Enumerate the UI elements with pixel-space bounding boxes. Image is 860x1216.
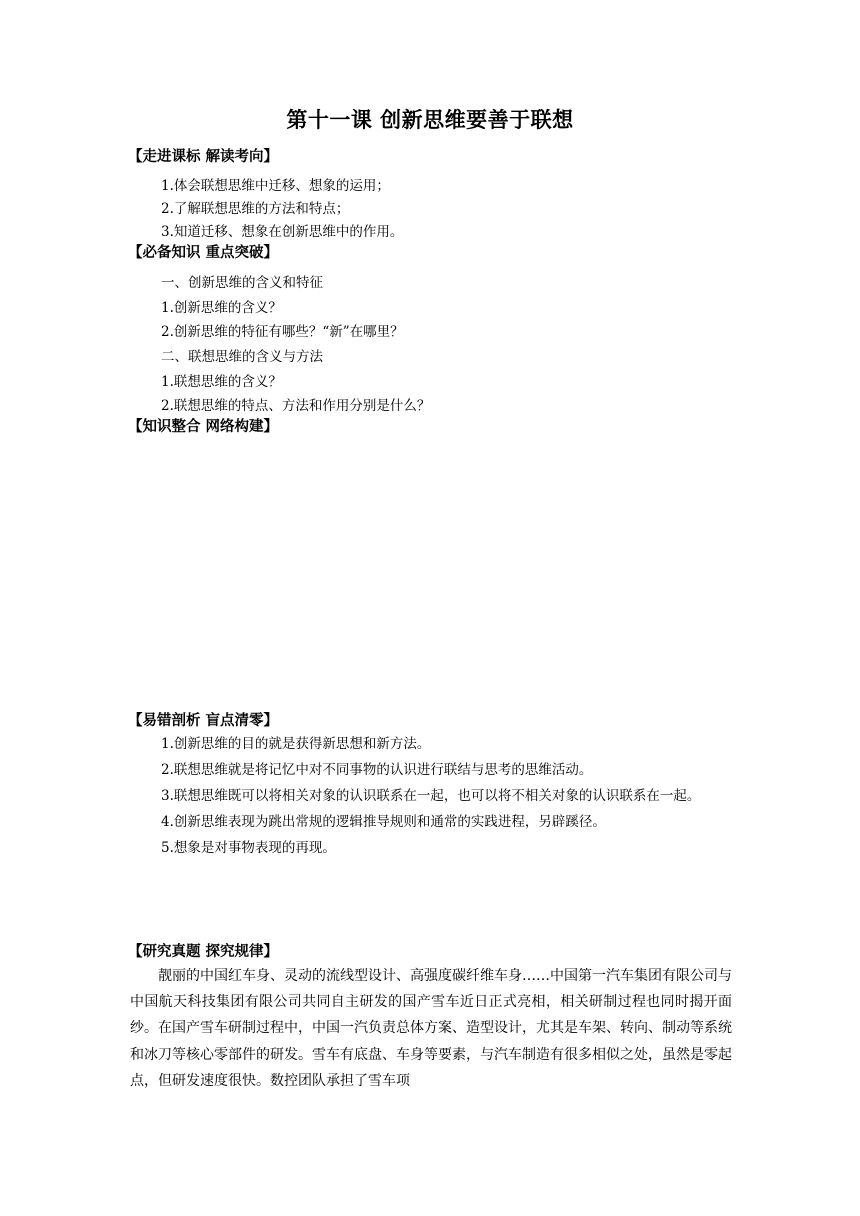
exam-paragraph: 靓丽的中国红车身、灵动的流线型设计、高强度碳纤维车身……中国第一汽车集团有限公司与中国航天科技集团有限公司共同自主研发的国产雪车近日正式亮相，相关研制过程也同时揭开面纱。在国产雪车研制过程中，中国一汽负责总体方案、造型设计，尤其是车架、转向、制动等系统和冰刀等核心零部件的研发。雪车有底盘、车身等要素，与汽车制造有很多相似之处，虽然是零起点，但研发速度很快。数控团队承担了雪车项 — [130, 968, 732, 1089]
knowledge-item: 2.创新思维的特征有哪些？“新”在哪里？ — [161, 324, 404, 340]
error-item: 1.创新思维的目的就是获得新思想和新方法。 — [161, 736, 431, 752]
exam-passage — [130, 963, 732, 1094]
error-item: 4.创新思维表现为跳出常规的逻辑推导规则和通常的实践进程，另辟蹊径。 — [161, 814, 606, 830]
errors-list — [130, 731, 732, 861]
error-item: 2.联想思维就是将记忆中对不同事物的认识进行联结与思考的思维活动。 — [161, 762, 593, 778]
section-heading-network: 【知识整合 网络构建】 — [128, 419, 279, 435]
knowledge-item: 1.创新思维的含义？ — [161, 300, 282, 316]
curriculum-item: 3.知道迁移、想象在创新思维中的作用。 — [161, 224, 404, 240]
knowledge-item: 二、联想思维的含义与方法 — [161, 349, 323, 365]
curriculum-item: 1.体会联想思维中迁移、想象的运用； — [161, 178, 390, 194]
curriculum-item: 2.了解联想思维的方法和特点； — [161, 201, 350, 217]
knowledge-item: 一、创新思维的含义和特征 — [161, 275, 323, 291]
section-heading-exam: 【研究真题 探究规律】 — [128, 944, 279, 960]
lesson-title: 第十一课 创新思维要善于联想 — [286, 108, 574, 132]
section-heading-errors: 【易错剖析 盲点清零】 — [128, 713, 279, 729]
section-heading-curriculum: 【走进课标 解读考向】 — [128, 149, 279, 165]
knowledge-item: 2.联想思维的特点、方法和作用分别是什么？ — [161, 398, 431, 414]
error-item: 5.想象是对事物表现的再现。 — [161, 840, 336, 856]
knowledge-item: 1.联想思维的含义？ — [161, 374, 282, 390]
error-item: 3.联想思维既可以将相关对象的认识联系在一起，也可以将不相关对象的认识联系在一起。 — [161, 788, 701, 804]
section-heading-knowledge: 【必备知识 重点突破】 — [128, 245, 279, 261]
